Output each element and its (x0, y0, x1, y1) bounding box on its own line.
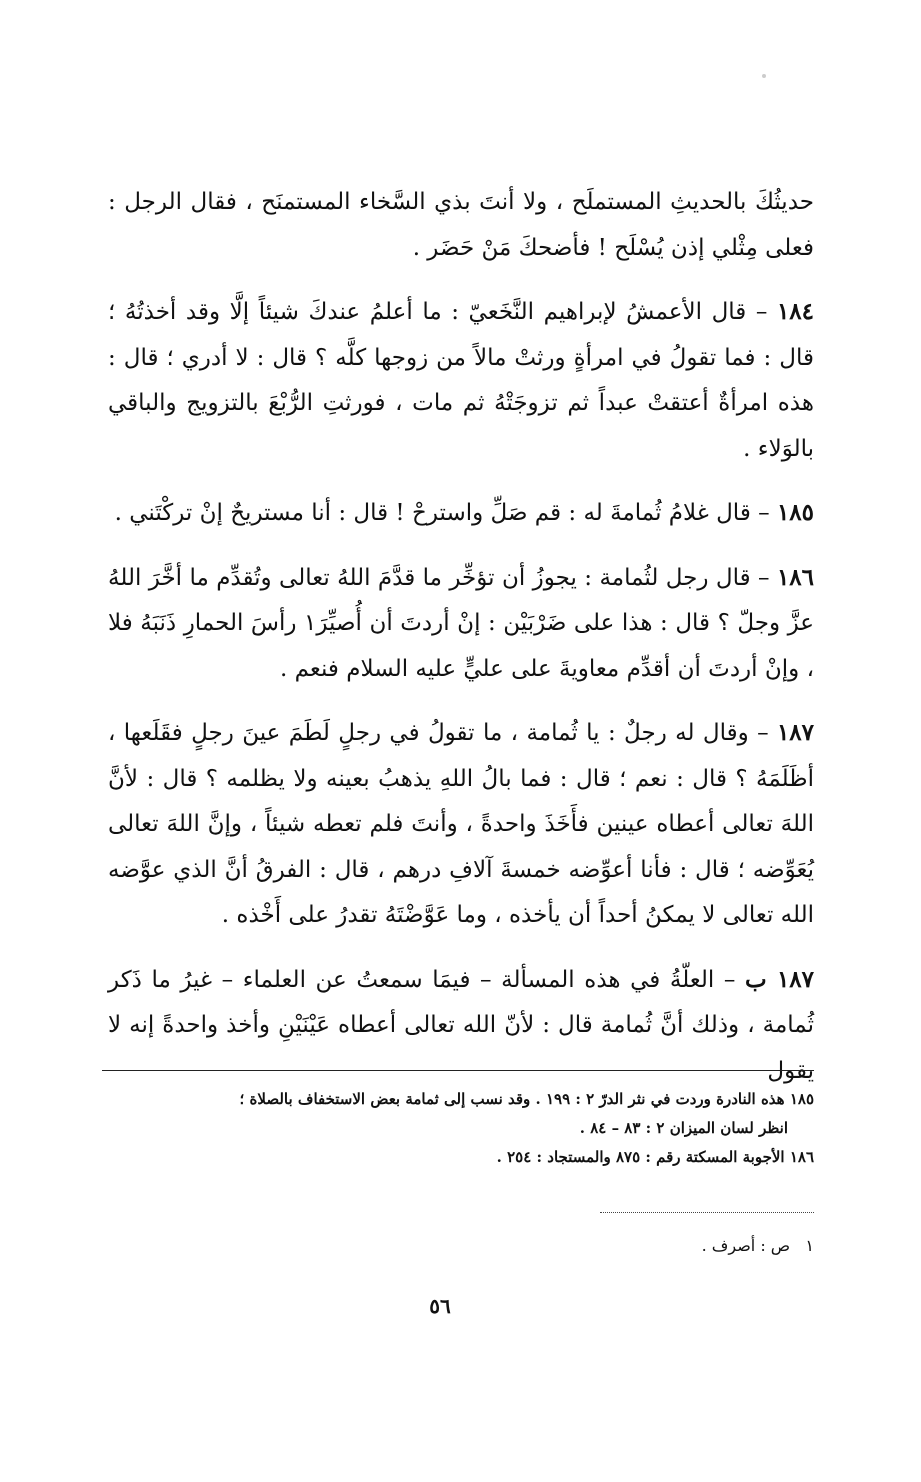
paragraph-text: – قال غلامُ ثُمامةَ له : قم صَلِّ واسترحْ ! قال : أنا مستريحٌ إنْ تركْتَني . (114, 500, 770, 526)
footnote-number: ١٨٥ (789, 1090, 814, 1108)
anecdote-number: ١٨٥ (776, 499, 814, 526)
main-text (108, 180, 814, 1112)
anecdote-187b (108, 957, 814, 1095)
footnote-text: انظر لسان الميزان ٢ : ٨٣ – ٨٤ . (579, 1119, 788, 1137)
anecdote-number: ١٨٧ (776, 719, 815, 746)
paragraph-text: حديثُكَ بالحديثِ المستملَح ، ولا أنتَ بذي السَّخاء المستمنَح ، فقال الرجل : فعلى مِثْلي إذن يُسْلَح ! فأضحكَ مَنْ حَضَر . (108, 189, 814, 261)
footnote-separator (102, 1070, 814, 1071)
paragraph-text: – وقال له رجلٌ : يا ثُمامة ، ما تقولُ في رجلٍ لَطَمَ عينَ رجلٍ فقَلَعها ، أظَلَمَهُ ؟ قال : نعم ؛ قال : فما بالُ اللهِ يذهبُ بعينه ولا يظلمه ؟ قال : لأنَّ اللهَ تعالى أعطاه عينين فأَخَذَ واحدةً ، وأنتَ فلم تعطه شيئاً ، وإنَّ اللهَ تعالى يُعَوِّضه ؛ قال : فأنا أعوِّضه خمسةَ آلافِ درهم ، قال : الفرقُ أنَّ الذي عوَّضه الله تعالى لا يمكنُ أحداً أن يأخذه ، وما عَوَّضْتَهُ تقدرُ على أَخْذه . (108, 720, 814, 928)
anecdote-187 (108, 710, 814, 939)
anecdote-185 (108, 490, 814, 537)
footnote-185-continued (140, 1114, 814, 1143)
paragraph-text: – العلّةُ في هذه المسألة – فيمَا سمعتُ عن العلماء – غيرُ ما ذَكر ثُمامة ، وذلك أنَّ ثُمامة قال : لأنّ الله تعالى أعطاه عَيْنَيْنِ وأخذ واحدةً إنه لا يقول (108, 966, 814, 1084)
page-number: ٥٦ (429, 1294, 451, 1318)
footnote-186 (140, 1143, 814, 1172)
anecdote-184 (108, 289, 814, 472)
anecdote-number: ١٨٦ (776, 563, 815, 591)
paragraph-continuation (108, 180, 814, 271)
anecdote-186 (108, 555, 814, 693)
marginal-note (560, 1232, 814, 1260)
footnote-185 (140, 1085, 814, 1114)
anecdote-number: ١٨٤ (776, 298, 814, 325)
footnote-text: الأجوبة المسكتة رقم : ٨٧٥ والمستجاد : ٢٥٤ . (496, 1148, 785, 1166)
marginal-note-text: ص : أصرف . (701, 1236, 791, 1255)
footnote-text: هذه النادرة وردت في نثر الدرّ ٢ : ١٩٩ . وقد نسب إلى ثمامة بعض الاستخفاف بالصلاة ؛ (239, 1090, 785, 1108)
footnote-number: ١٨٦ (789, 1148, 814, 1166)
scan-speck (762, 74, 766, 78)
marginal-note-number: ١ (805, 1236, 814, 1255)
paragraph-text: – قال الأعمشُ لإبراهيم النَّخَعيّ : ما أعلمُ عندكَ شيئاً إلَّا وقد أخذتُهُ ؛ قال : فما تقولُ في امرأةٍ ورثتْ مالاً من زوجها كلَّه ؟ قال : لا أدري ؛ قال : هذه امرأةٌ أعتقتْ عبداً ثم تزوجَتْهُ ثم مات ، فورثتِ الرُّبْعَ بالتزويج والباقي بالوَلاء . (108, 299, 814, 462)
anecdote-number: ١٨٧ ب (745, 965, 815, 993)
paragraph-text: – قال رجل لثُمامة : يجوزُ أن تؤخِّر ما قدَّمَ اللهُ تعالى وتُقدِّم ما أخَّرَ اللهُ عزَّ وجلّ ؟ قال : هذا على ضَرْبَيْن : إنْ أردتَ أن أُصيِّرَ١ رأسَ الحمارِ ذَنَبَهُ فلا ، وإنْ أردتَ أن أقدِّم معاويةَ على عليٍّ عليه السلام فنعم . (108, 564, 815, 682)
footnotes (140, 1085, 814, 1172)
marginal-note-separator (600, 1212, 814, 1213)
